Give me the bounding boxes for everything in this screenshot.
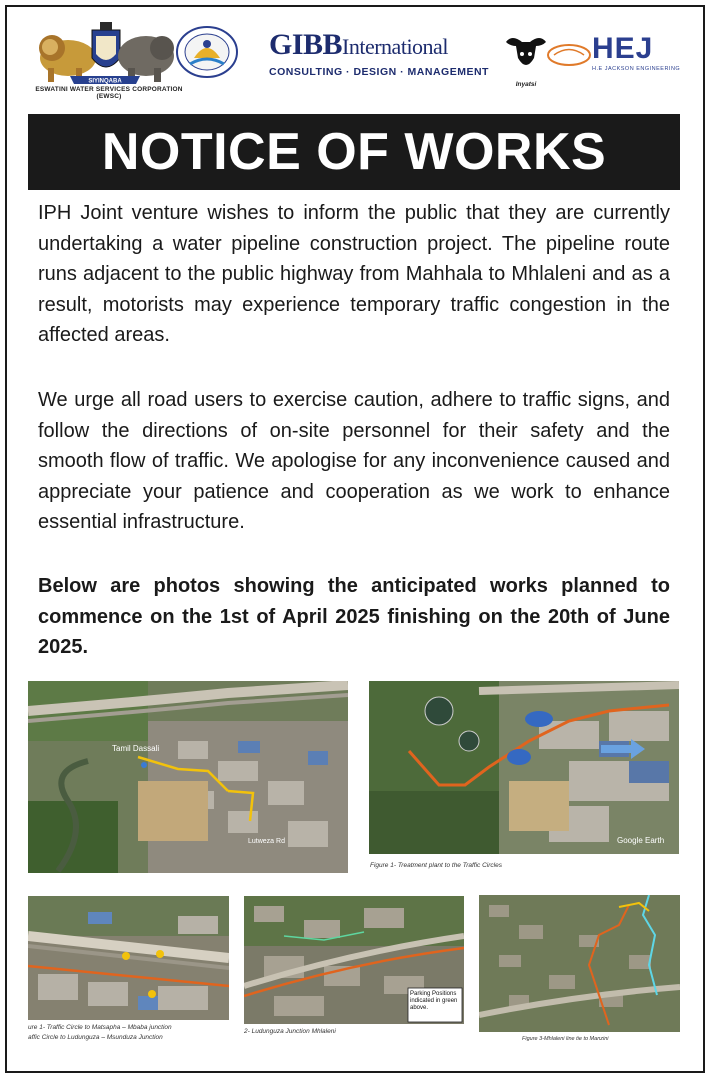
- hej-logo: [592, 34, 688, 90]
- map2-watermark: Google Earth: [617, 836, 665, 845]
- gibb-name: GIBB: [269, 28, 343, 61]
- ewsc-caption: ESWATINI WATER SERVICES CORPORATION (EWSC): [35, 86, 183, 100]
- map1-label-b: Lutweza Rd: [248, 838, 285, 845]
- notice-title: NOTICE OF WORKS: [101, 123, 607, 181]
- map4-note: Parking Positions indicated in green above.: [410, 991, 458, 1011]
- title-bar: [28, 114, 680, 190]
- wsc-seal-logo: [174, 24, 240, 80]
- aerial-map-5: [479, 895, 680, 1032]
- hej-mark: HEJ: [592, 32, 654, 65]
- aerial-map-4: [244, 896, 464, 1024]
- map4-caption: 2- Ludunguza Junction Mhlaleni: [244, 1028, 336, 1035]
- inyatsi-label: Inyatsi: [515, 81, 537, 88]
- map1-label-a: Tamil Dassali: [112, 744, 160, 753]
- aerial-map-3: [28, 896, 229, 1020]
- logo-row: [24, 20, 690, 104]
- paragraph-schedule: Below are photos showing the anticipated works planned to commence on the 1st of April 2025 finishing on the 20th of June 2025.: [38, 575, 670, 659]
- map3-caption-b: affic Circle to Ludunguza – Msunduza Junction: [28, 1034, 163, 1041]
- partner-logo: [546, 42, 592, 68]
- inyatsi-logo: [502, 32, 550, 88]
- aerial-map-2: [369, 681, 679, 854]
- ewsc-motto: SIYINQABA: [88, 78, 122, 85]
- paragraph-caution: We urge all road users to exercise caution, adhere to traffic signs, and follow the directions of on-site personnel for their safety and the smooth flow of traffic. We apologise for any inconvenience caused and appreciate your patience and cooperation as we work to enhance essential infrastructure.: [38, 389, 670, 534]
- paragraph-intro: IPH Joint venture wishes to inform the public that they are currently undertaking a water pipeline construction project. The pipeline route runs adjacent to the public highway from Mahhala to Mhlaleni and as a result, motorists may experience temporary traffic congestion in the affected areas.: [38, 202, 670, 347]
- gibb-tagline: CONSULTING · DESIGN · MANAGEMENT: [269, 66, 489, 78]
- map2-caption: Figure 1- Treatment plant to the Traffic Circles: [370, 862, 502, 869]
- gibb-suffix: International: [342, 34, 448, 59]
- hej-sub: H.E JACKSON ENGINEERING: [592, 66, 681, 72]
- gibb-logo: [269, 30, 499, 90]
- map5-caption: Figure 3-Mhlaleni line tie to Manzini: [522, 1036, 609, 1042]
- map3-caption-a: ure 1- Traffic Circle to Matsapha – Mbaba junction: [28, 1024, 172, 1031]
- aerial-map-1: [28, 681, 348, 873]
